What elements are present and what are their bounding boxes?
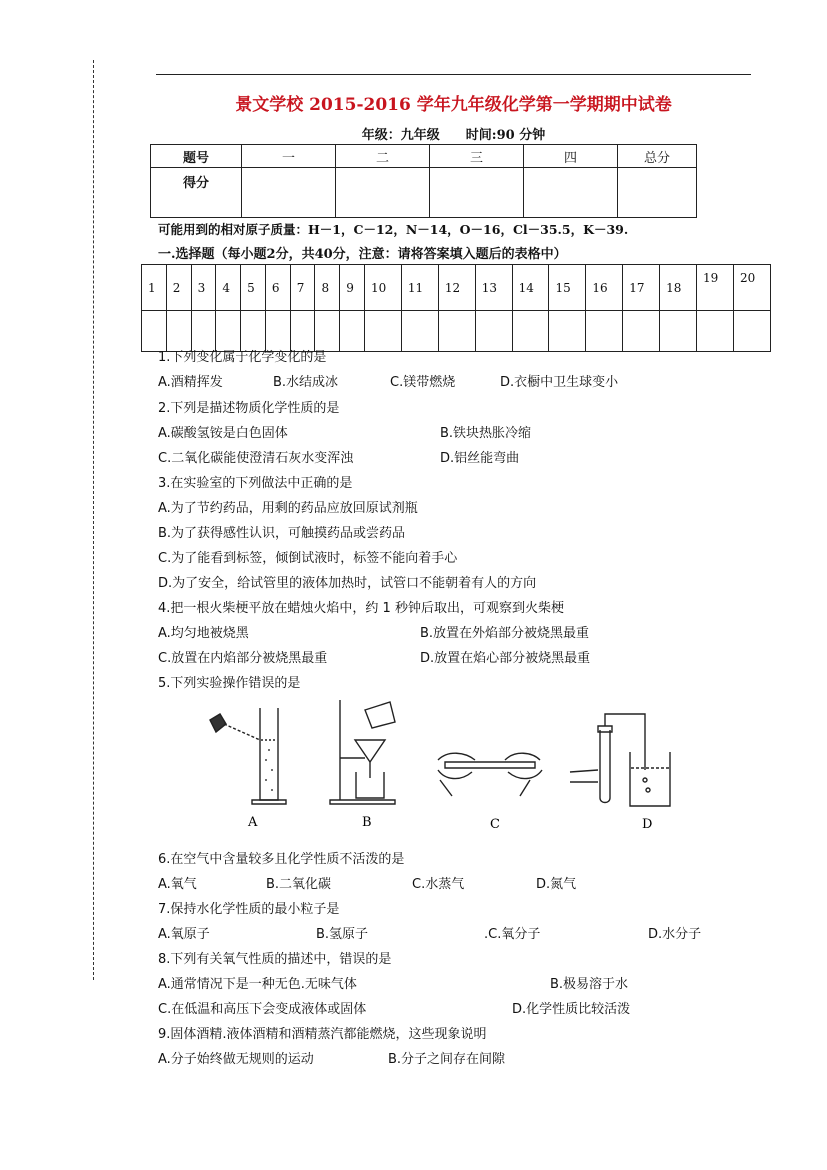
figure-d [570,714,670,806]
option-1a: A.酒精挥发 [158,375,223,390]
score-header-cell: 三 [430,145,524,168]
question-5: 5.下列实验操作错误的是 [158,676,301,691]
answer-number-cell: 20 [733,265,770,311]
score-header-cell: 一 [242,145,336,168]
question-1: 1.下列变化属于化学变化的是 [158,350,327,365]
answer-number-cell: 14 [512,265,549,311]
answer-number-cell: 6 [265,265,290,311]
question-3: 3.在实验室的下列做法中正确的是 [158,476,353,491]
option-4c: C.放置在内焰部分被烧黑最重 [158,651,328,666]
answer-number-cell: 10 [365,265,402,311]
answer-number-cell: 7 [290,265,315,311]
lab-operations-figure [190,700,690,840]
score-header-cell: 题号 [151,145,242,168]
score-cell[interactable] [524,168,618,218]
question-7: 7.保持水化学性质的最小粒子是 [158,902,340,917]
option-3c: C.为了能看到标签，倾倒试液时，标签不能向着手心 [158,551,458,566]
answer-number-cell: 9 [340,265,365,311]
option-7d: D.水分子 [648,927,702,942]
section-heading: 一.选择题（每小题2分，共40分，注意：请将答案填入题后的表格中） [158,247,567,262]
score-header-cell: 总分 [618,145,697,168]
option-1c: C.镁带燃烧 [390,375,456,390]
option-3d: D.为了安全，给试管里的液体加热时，试管口不能朝着有人的方向 [158,576,537,591]
answer-input-cell[interactable] [365,311,402,352]
question-8: 8.下列有关氧气性质的描述中，错误的是 [158,952,392,967]
answer-input-cell[interactable] [475,311,512,352]
option-2a: A.碳酸氢铵是白色固体 [158,426,288,441]
answer-number-cell: 15 [549,265,586,311]
answer-table [141,264,771,352]
answer-number-cell: 8 [315,265,340,311]
exam-subtitle: 年级：九年级 时间:90 分钟 [361,128,546,143]
option-6b: B.二氧化碳 [266,877,332,892]
binding-margin-line [93,60,94,980]
option-4d: D.放置在焰心部分被烧黑最重 [420,651,591,666]
option-4b: B.放置在外焰部分被烧黑最重 [420,626,590,641]
header-rule [156,74,751,75]
answer-number-cell: 1 [142,265,167,311]
answer-number-cell: 4 [216,265,241,311]
option-1d: D.衣橱中卫生球变小 [500,375,619,390]
answer-number-cell: 13 [475,265,512,311]
answer-input-cell[interactable] [586,311,623,352]
answer-number-cell: 12 [438,265,475,311]
answer-number-cell: 19 [697,265,734,311]
option-3a: A.为了节约药品，用剩的药品应放回原试剂瓶 [158,501,418,516]
answer-input-cell[interactable] [733,311,770,352]
score-header-cell: 二 [336,145,430,168]
answer-input-cell[interactable] [660,311,697,352]
figure-label-d: D [642,817,653,832]
option-6d: D.氮气 [536,877,577,892]
answer-input-cell[interactable] [438,311,475,352]
answer-input-cell[interactable] [512,311,549,352]
question-6: 6.在空气中含量较多且化学性质不活泼的是 [158,852,405,867]
answer-number-cell: 3 [191,265,216,311]
answer-input-cell[interactable] [340,311,365,352]
answer-input-cell[interactable] [623,311,660,352]
score-cell[interactable] [430,168,524,218]
option-1b: B.水结成冰 [273,375,339,390]
answer-number-cell: 18 [660,265,697,311]
option-2b: B.铁块热胀冷缩 [440,426,532,441]
option-7c: .C.氧分子 [484,927,541,942]
answer-number-cell: 2 [166,265,191,311]
option-9b: B.分子之间存在间隙 [388,1052,506,1067]
question-2: 2.下列是描述物质化学性质的是 [158,401,340,416]
option-8d: D.化学性质比较活泼 [512,1002,631,1017]
figure-label-a: A [248,815,258,830]
answer-number-cell: 16 [586,265,623,311]
score-table-row [151,168,697,218]
answer-input-cell[interactable] [697,311,734,352]
option-8b: B.极易溶于水 [550,977,629,992]
question-9: 9.固体酒精.液体酒精和酒精蒸汽都能燃烧，这些现象说明 [158,1027,487,1042]
score-header-cell: 四 [524,145,618,168]
answer-number-row [142,265,771,311]
answer-input-cell[interactable] [549,311,586,352]
score-cell[interactable] [618,168,697,218]
option-2c: C.二氧化碳能使澄清石灰水变浑浊 [158,451,354,466]
answer-number-cell: 17 [623,265,660,311]
figure-a [210,708,286,804]
answer-number-cell: 5 [241,265,266,311]
option-8a: A.通常情况下是一种无色.无味气体 [158,977,357,992]
option-6c: C.水蒸气 [412,877,465,892]
exam-title: 景文学校 2015-2016 学年九年级化学第一学期期中试卷 [235,95,672,115]
option-2d: D.铝丝能弯曲 [440,451,520,466]
option-4a: A.均匀地被烧黑 [158,626,249,641]
atomic-mass-note: 可能用到的相对原子质量：H－1，C－12，N－14，O－16，Cl－35.5，K－39. [158,222,629,237]
answer-input-cell[interactable] [401,311,438,352]
option-3b: B.为了获得感性认识，可触摸药品或尝药品 [158,526,406,541]
score-table [150,144,697,218]
figure-b [330,700,395,804]
score-table-header [151,145,697,168]
figure-c [438,753,542,796]
option-6a: A.氧气 [158,877,197,892]
score-cell[interactable] [242,168,336,218]
figure-label-c: C [490,817,500,832]
option-7b: B.氢原子 [316,927,369,942]
option-8c: C.在低温和高压下会变成液体或固体 [158,1002,367,1017]
option-9a: A.分子始终做无规则的运动 [158,1052,314,1067]
figure-label-b: B [362,815,372,830]
question-4: 4.把一根火柴梗平放在蜡烛火焰中，约 1 秒钟后取出，可观察到火柴梗 [158,601,564,616]
score-row-label: 得分 [151,168,242,218]
option-7a: A.氧原子 [158,927,210,942]
answer-number-cell: 11 [401,265,438,311]
score-cell[interactable] [336,168,430,218]
